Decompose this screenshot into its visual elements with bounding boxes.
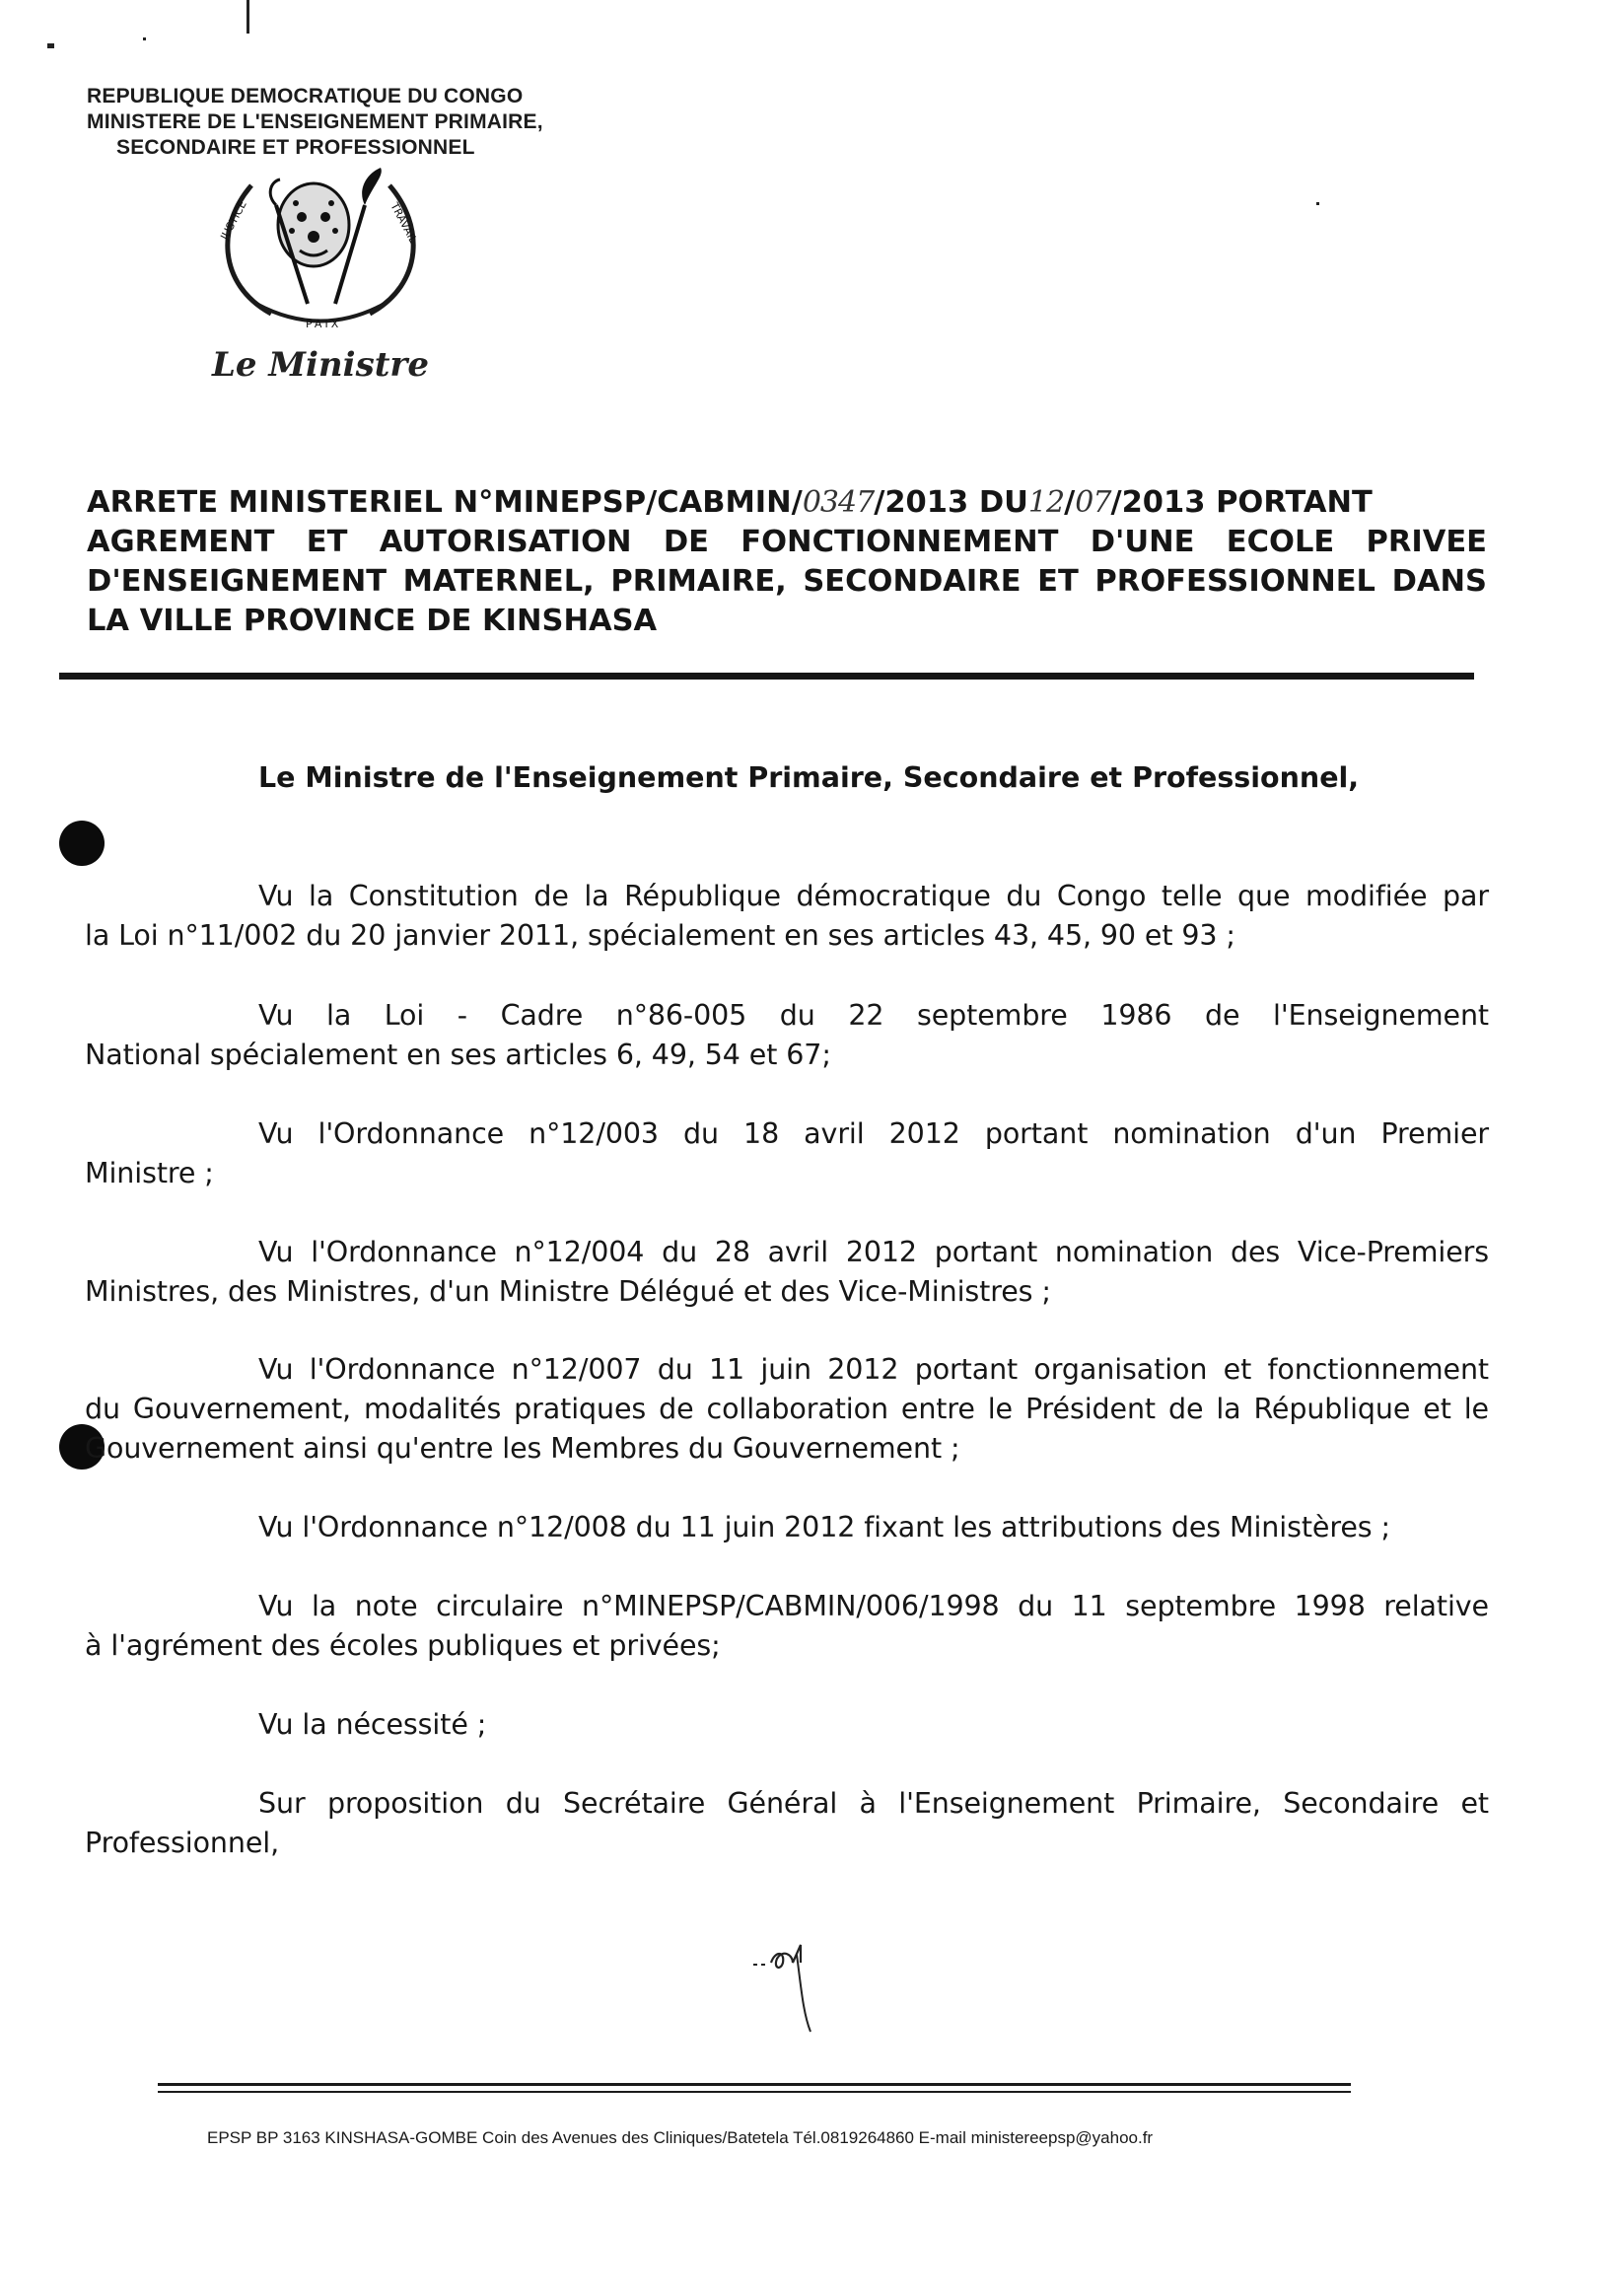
consideration-line: Vu la note circulaire n°MINEPSP/CABMIN/006/1998 du 11 septembre 1998 relative — [258, 1590, 1489, 1622]
consideration-line: Vu l'Ordonnance n°12/007 du 11 juin 2012 portant organisation et fonctionnement — [258, 1353, 1489, 1386]
initials-signature — [749, 1933, 838, 2042]
consideration-line: à l'agrément des écoles publiques et privées; — [85, 1629, 721, 1662]
minister-heading: Le Ministre de l'Enseignement Primaire, Secondaire et Professionnel, — [258, 761, 1360, 794]
header-ministry: MINISTERE DE L'ENSEIGNEMENT PRIMAIRE, — [87, 110, 543, 133]
scan-speck — [47, 43, 54, 48]
seal-motto-bottom: PAIX — [306, 318, 342, 330]
seal-motto-left: JUSTICE — [218, 198, 249, 243]
decree-date-separator: / — [1064, 485, 1076, 520]
scan-speck — [143, 37, 146, 40]
consideration-line: Vu la Loi - Cadre n°86-005 du 22 septembre 1986 de l'Enseignement — [258, 999, 1489, 1032]
consideration-line: du Gouvernement, modalités pratiques de collaboration entre le Président de la République et le — [85, 1393, 1489, 1425]
decree-title-suffix: /2013 PORTANT — [1110, 485, 1373, 520]
decree-title-line-1 — [87, 485, 1487, 520]
consideration-line: Vu l'Ordonnance n°12/003 du 18 avril 2012 portant nomination d'un Premier — [258, 1117, 1489, 1150]
seal-motto-right: TRAVAIL — [388, 200, 420, 246]
consideration-line: Ministre ; — [85, 1157, 214, 1189]
signature-title: Le Ministre — [212, 345, 429, 385]
consideration-line: Vu l'Ordonnance n°12/008 du 11 juin 2012 fixant les attributions des Ministères ; — [258, 1511, 1390, 1543]
consideration-line: National spécialement en ses articles 6, 49, 54 et 67; — [85, 1039, 831, 1071]
decree-title-prefix: ARRETE MINISTERIEL N°MINEPSP/CABMIN/ — [87, 485, 803, 520]
decree-title-line-2: AGREMENT ET AUTORISATION DE FONCTIONNEMENT D'UNE ECOLE PRIVEE — [87, 525, 1487, 559]
decree-title-line-3: D'ENSEIGNEMENT MATERNEL, PRIMAIRE, SECONDAIRE ET PROFESSIONNEL DANS — [87, 564, 1487, 599]
header-country: REPUBLIQUE DEMOCRATIQUE DU CONGO — [87, 85, 524, 108]
decree-month-handwritten: 07 — [1075, 485, 1111, 520]
decree-number-handwritten: 0347 — [802, 485, 875, 520]
consideration-line: Vu la nécessité ; — [258, 1708, 487, 1741]
scan-mark — [247, 0, 249, 34]
header-ministry-cont: SECONDAIRE ET PROFESSIONNEL — [116, 136, 475, 159]
scan-speck — [1316, 202, 1319, 205]
consideration-line: Ministres, des Ministres, d'un Ministre Délégué et des Vice-Ministres ; — [85, 1275, 1051, 1308]
consideration-line: Vu la Constitution de la République démocratique du Congo telle que modifiée par — [258, 880, 1489, 912]
punch-hole — [59, 821, 105, 866]
consideration-line: Vu l'Ordonnance n°12/004 du 28 avril 2012 portant nomination des Vice-Premiers — [258, 1236, 1489, 1268]
footer-rule — [158, 2091, 1351, 2093]
title-divider — [59, 673, 1474, 680]
decree-title-line-4: LA VILLE PROVINCE DE KINSHASA — [87, 604, 658, 638]
decree-title-year: /2013 DU — [874, 485, 1028, 520]
consideration-line: la Loi n°11/002 du 20 janvier 2011, spécialement en ses articles 43, 45, 90 et 93 ; — [85, 919, 1235, 952]
footer-rule — [158, 2083, 1351, 2086]
consideration-line: Professionnel, — [85, 1827, 280, 1859]
consideration-line: Gouvernement ainsi qu'entre les Membres du Gouvernement ; — [85, 1432, 960, 1465]
footer-address: EPSP BP 3163 KINSHASA-GOMBE Coin des Avenues des Cliniques/Batetela Tél.0819264860 E-mail ministereepsp@yahoo.fr — [207, 2128, 1154, 2147]
consideration-line: Sur proposition du Secrétaire Général à l'Enseignement Primaire, Secondaire et — [258, 1787, 1489, 1820]
decree-day-handwritten: 12 — [1027, 485, 1065, 520]
coat-of-arms-seal — [197, 166, 444, 343]
